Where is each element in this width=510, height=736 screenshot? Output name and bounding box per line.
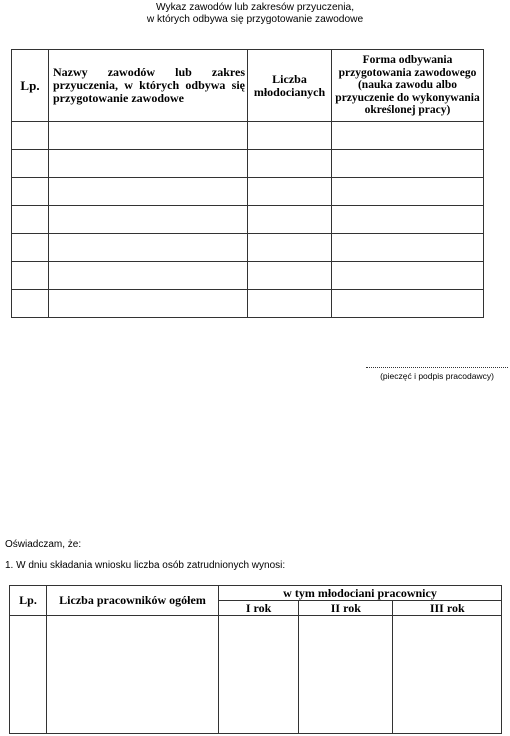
statement-item-1: 1. W dniu składania wniosku liczba osób zatrudnionych wynosi: bbox=[5, 560, 286, 571]
cell-year3[interactable] bbox=[393, 616, 502, 734]
cell-form[interactable] bbox=[332, 262, 484, 290]
table-row bbox=[12, 290, 484, 318]
col-lp-header: Lp. bbox=[10, 586, 47, 616]
title-line-2: w których odbywa się przygotowanie zawodowe bbox=[146, 14, 364, 25]
cell-form[interactable] bbox=[332, 150, 484, 178]
table-row bbox=[12, 178, 484, 206]
cell-lp[interactable] bbox=[12, 150, 49, 178]
cell-name[interactable] bbox=[49, 150, 248, 178]
professions-table-body bbox=[12, 122, 484, 318]
col-name-header: Nazwy zawodów lub zakres przyuczenia, w których odbywa się przygotowanie zawodowe bbox=[49, 50, 248, 122]
cell-count[interactable] bbox=[248, 234, 332, 262]
col-year2-header: II rok bbox=[299, 601, 393, 616]
cell-name[interactable] bbox=[49, 178, 248, 206]
cell-name[interactable] bbox=[49, 290, 248, 318]
cell-total[interactable] bbox=[47, 616, 219, 734]
col-count-header: Liczba młodocianych bbox=[248, 50, 332, 122]
cell-form[interactable] bbox=[332, 206, 484, 234]
col-form-header: Forma odbywania przygotowania zawodowego (nauka zawodu albo przyuczenie do wykonywania określonej pracy) bbox=[332, 50, 484, 122]
col-total-header: Liczba pracowników ogółem bbox=[47, 586, 219, 616]
cell-form[interactable] bbox=[332, 290, 484, 318]
cell-count[interactable] bbox=[248, 262, 332, 290]
table-row bbox=[12, 150, 484, 178]
cell-lp[interactable] bbox=[12, 122, 49, 150]
cell-count[interactable] bbox=[248, 290, 332, 318]
cell-lp[interactable] bbox=[12, 178, 49, 206]
cell-count[interactable] bbox=[248, 206, 332, 234]
col-lp-header: Lp. bbox=[12, 50, 49, 122]
cell-lp[interactable] bbox=[12, 206, 49, 234]
table-row bbox=[12, 122, 484, 150]
cell-year2[interactable] bbox=[299, 616, 393, 734]
employees-table bbox=[9, 585, 502, 734]
cell-year1[interactable] bbox=[219, 616, 299, 734]
signature-line bbox=[366, 367, 508, 368]
cell-form[interactable] bbox=[332, 234, 484, 262]
cell-name[interactable] bbox=[49, 206, 248, 234]
statement-intro: Oświadczam, że: bbox=[5, 539, 82, 550]
cell-lp[interactable] bbox=[10, 616, 47, 734]
col-year3-header: III rok bbox=[393, 601, 502, 616]
document-title bbox=[0, 2, 510, 26]
cell-count[interactable] bbox=[248, 178, 332, 206]
employees-table-row bbox=[10, 616, 502, 734]
cell-lp[interactable] bbox=[12, 234, 49, 262]
cell-name[interactable] bbox=[49, 262, 248, 290]
cell-name[interactable] bbox=[49, 122, 248, 150]
professions-table bbox=[11, 49, 484, 318]
col-year1-header: I rok bbox=[219, 601, 299, 616]
professions-table-header bbox=[12, 50, 484, 122]
signature-caption: (pieczęć i podpis pracodawcy) bbox=[380, 371, 494, 381]
cell-count[interactable] bbox=[248, 122, 332, 150]
title-line-1: Wykaz zawodów lub zakresów przyuczenia, bbox=[155, 2, 355, 13]
table-row bbox=[12, 206, 484, 234]
table-row bbox=[12, 262, 484, 290]
col-group-header: w tym młodociani pracownicy bbox=[219, 586, 502, 601]
cell-lp[interactable] bbox=[12, 262, 49, 290]
table-row bbox=[12, 234, 484, 262]
cell-form[interactable] bbox=[332, 122, 484, 150]
employees-table-header-row-1 bbox=[10, 586, 502, 601]
cell-count[interactable] bbox=[248, 150, 332, 178]
cell-lp[interactable] bbox=[12, 290, 49, 318]
cell-form[interactable] bbox=[332, 178, 484, 206]
cell-name[interactable] bbox=[49, 234, 248, 262]
